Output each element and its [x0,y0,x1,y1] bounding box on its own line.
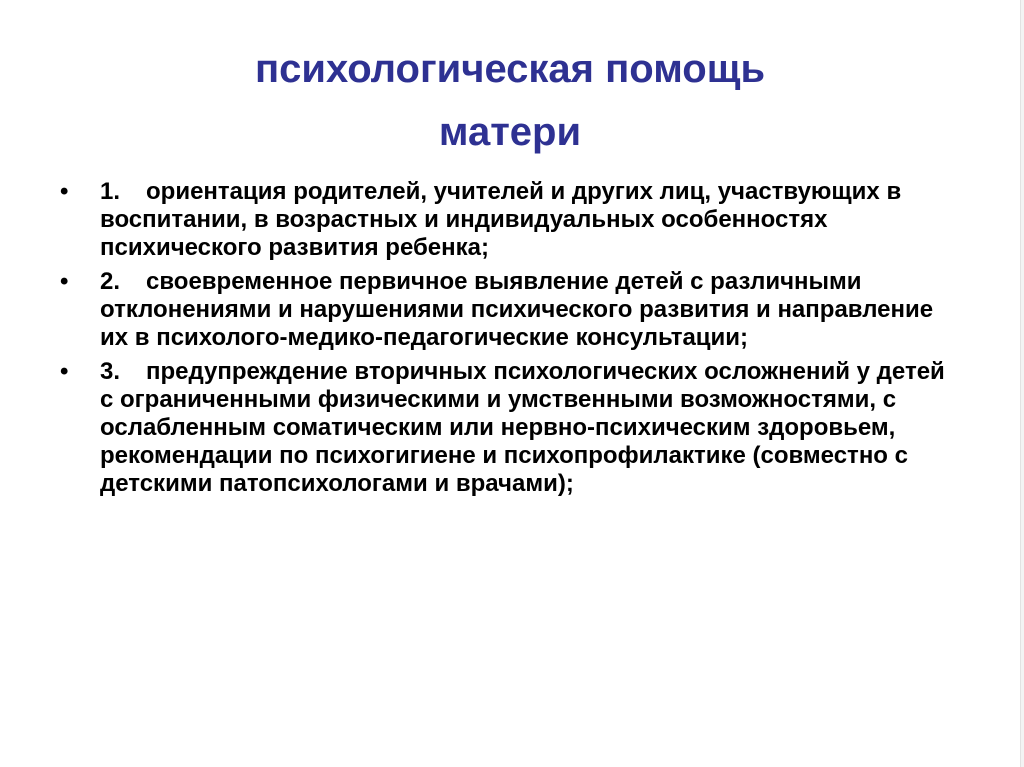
slide-title [110,38,910,164]
bullet-icon: • [60,178,69,205]
slide-title-line-2: матери [438,110,582,154]
item-number: 3. [100,358,121,385]
bullet-icon: • [60,268,69,295]
list-item [60,178,960,262]
item-text: своевременное первичное выявление детей с различными отклонениями и нарушениями психического развития и направление их в психолого-медико-педагогические консультации; [100,268,934,351]
list-item [60,358,960,498]
item-number: 1. [100,178,121,205]
bullet-list [60,178,960,504]
slide-title-line-1: психологическая помощь [254,47,766,91]
item-number: 2. [100,268,121,295]
list-item [60,268,960,352]
bullet-icon: • [60,358,69,385]
item-text: предупреждение вторичных психологических осложнений у детей с ограниченными физическими и умственными возможностями, с ослабленным соматическим или нервно-психическим здоровьем, рекомендации по психогигиене и психопрофилактике (совместно с детскими патопсихологами и врачами); [100,358,945,497]
item-text: ориентация родителей, учителей и других лиц, участвующих в воспитании, в возрастных и индивидуальных особенностях психического развития ребенка; [100,178,902,261]
